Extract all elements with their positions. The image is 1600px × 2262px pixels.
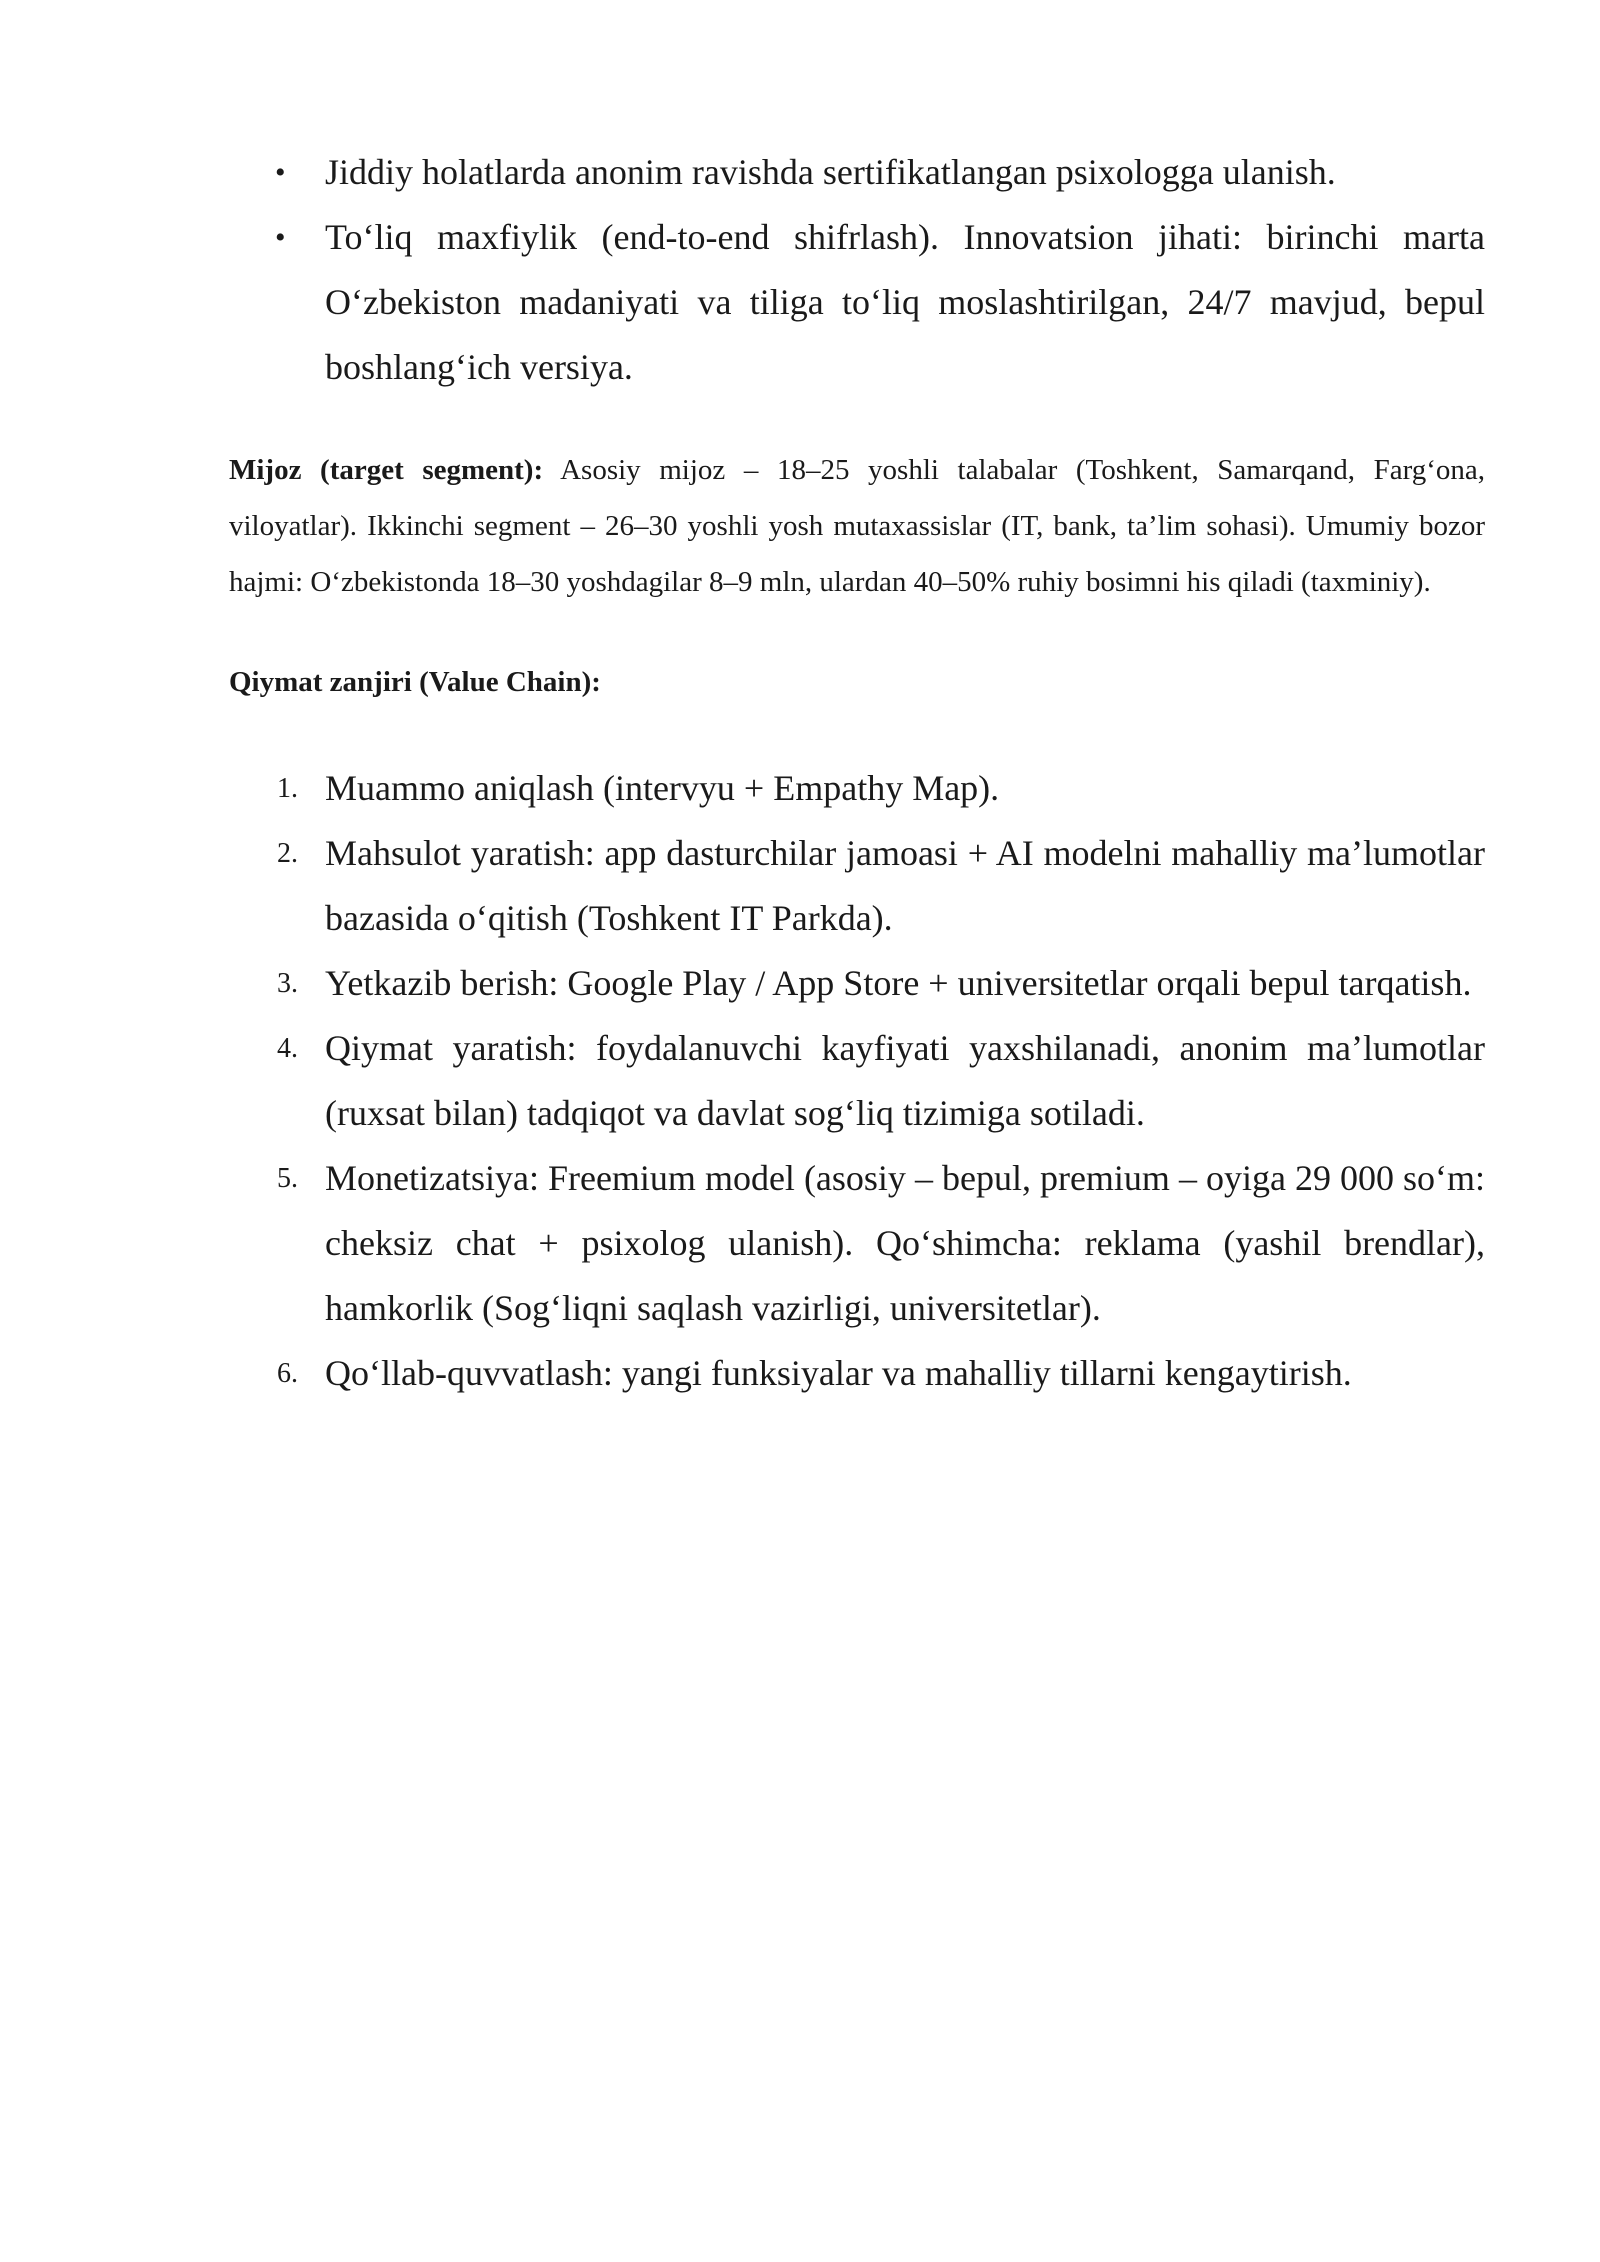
value-chain-item xyxy=(229,1146,1485,1341)
client-segment-paragraph xyxy=(229,442,1485,610)
bullet-item xyxy=(229,140,1485,205)
value-chain-item xyxy=(229,951,1485,1016)
bullet-text: To‘liq maxfiylik (end-to-end shifrlash). Innovatsion jihati: birinchi marta O‘zbekiston madaniyati va tiliga to‘liq moslashtirilgan, 24/7 mavjud, bepul boshlang‘ich versiya. xyxy=(325,217,1485,387)
item-number: 4. xyxy=(277,1033,298,1064)
value-chain-item xyxy=(229,821,1485,951)
value-chain-item xyxy=(229,1341,1485,1406)
value-chain-item xyxy=(229,756,1485,821)
bullet-marker: • xyxy=(275,156,286,189)
client-segment-text: Asosiy mijoz – 18–25 yoshli talabalar (Toshkent, Samarqand, Farg‘ona, viloyatlar). Ikkinchi segment – 26–30 yoshli yosh mutaxassislar (IT, bank, ta’lim sohasi). Umumiy bozor hajmi: O‘zbekistonda 18–30 yoshdagilar 8–9 mln, ulardan 40–50% ruhiy bosimni his qiladi (taxminiy). xyxy=(229,454,1485,598)
client-segment-label: Mijoz (target segment): xyxy=(229,454,544,486)
item-text: Monetizatsiya: Freemium model (asosiy – bepul, premium – oyiga 29 000 so‘m: cheksiz chat + psixolog ulanish). Qo‘shimcha: reklama (yashil brendlar), hamkorlik (Sog‘liqni saqlash vazirligi, universitetlar). xyxy=(325,1158,1485,1328)
item-number: 5. xyxy=(277,1163,298,1194)
document-content xyxy=(229,140,1485,1406)
value-chain-heading: Qiymat zanjiri (Value Chain): xyxy=(229,666,601,698)
bullet-marker: • xyxy=(275,221,286,254)
bullet-text: Jiddiy holatlarda anonim ravishda sertifikatlangan psixologga ulanish. xyxy=(325,152,1336,192)
item-text: Yetkazib berish: Google Play / App Store + universitetlar orqali bepul tarqatish. xyxy=(325,963,1472,1003)
item-number: 6. xyxy=(277,1358,298,1389)
value-chain-list xyxy=(229,756,1485,1406)
item-text: Mahsulot yaratish: app dasturchilar jamoasi + AI modelni mahalliy ma’lumotlar bazasida o‘qitish (Toshkent IT Parkda). xyxy=(325,833,1485,938)
item-number: 2. xyxy=(277,838,298,869)
item-number: 1. xyxy=(277,773,298,804)
item-text: Qo‘llab-quvvatlash: yangi funksiyalar va mahalliy tillarni kengaytirish. xyxy=(325,1353,1352,1393)
value-chain-item xyxy=(229,1016,1485,1146)
item-text: Muammo aniqlash (intervyu + Empathy Map). xyxy=(325,768,1000,808)
feature-bullet-list xyxy=(229,140,1485,400)
item-text: Qiymat yaratish: foydalanuvchi kayfiyati yaxshilanadi, anonim ma’lumotlar (ruxsat bilan) tadqiqot va davlat sog‘liq tizimiga sotiladi. xyxy=(325,1028,1485,1133)
item-number: 3. xyxy=(277,968,298,999)
bullet-item xyxy=(229,205,1485,400)
